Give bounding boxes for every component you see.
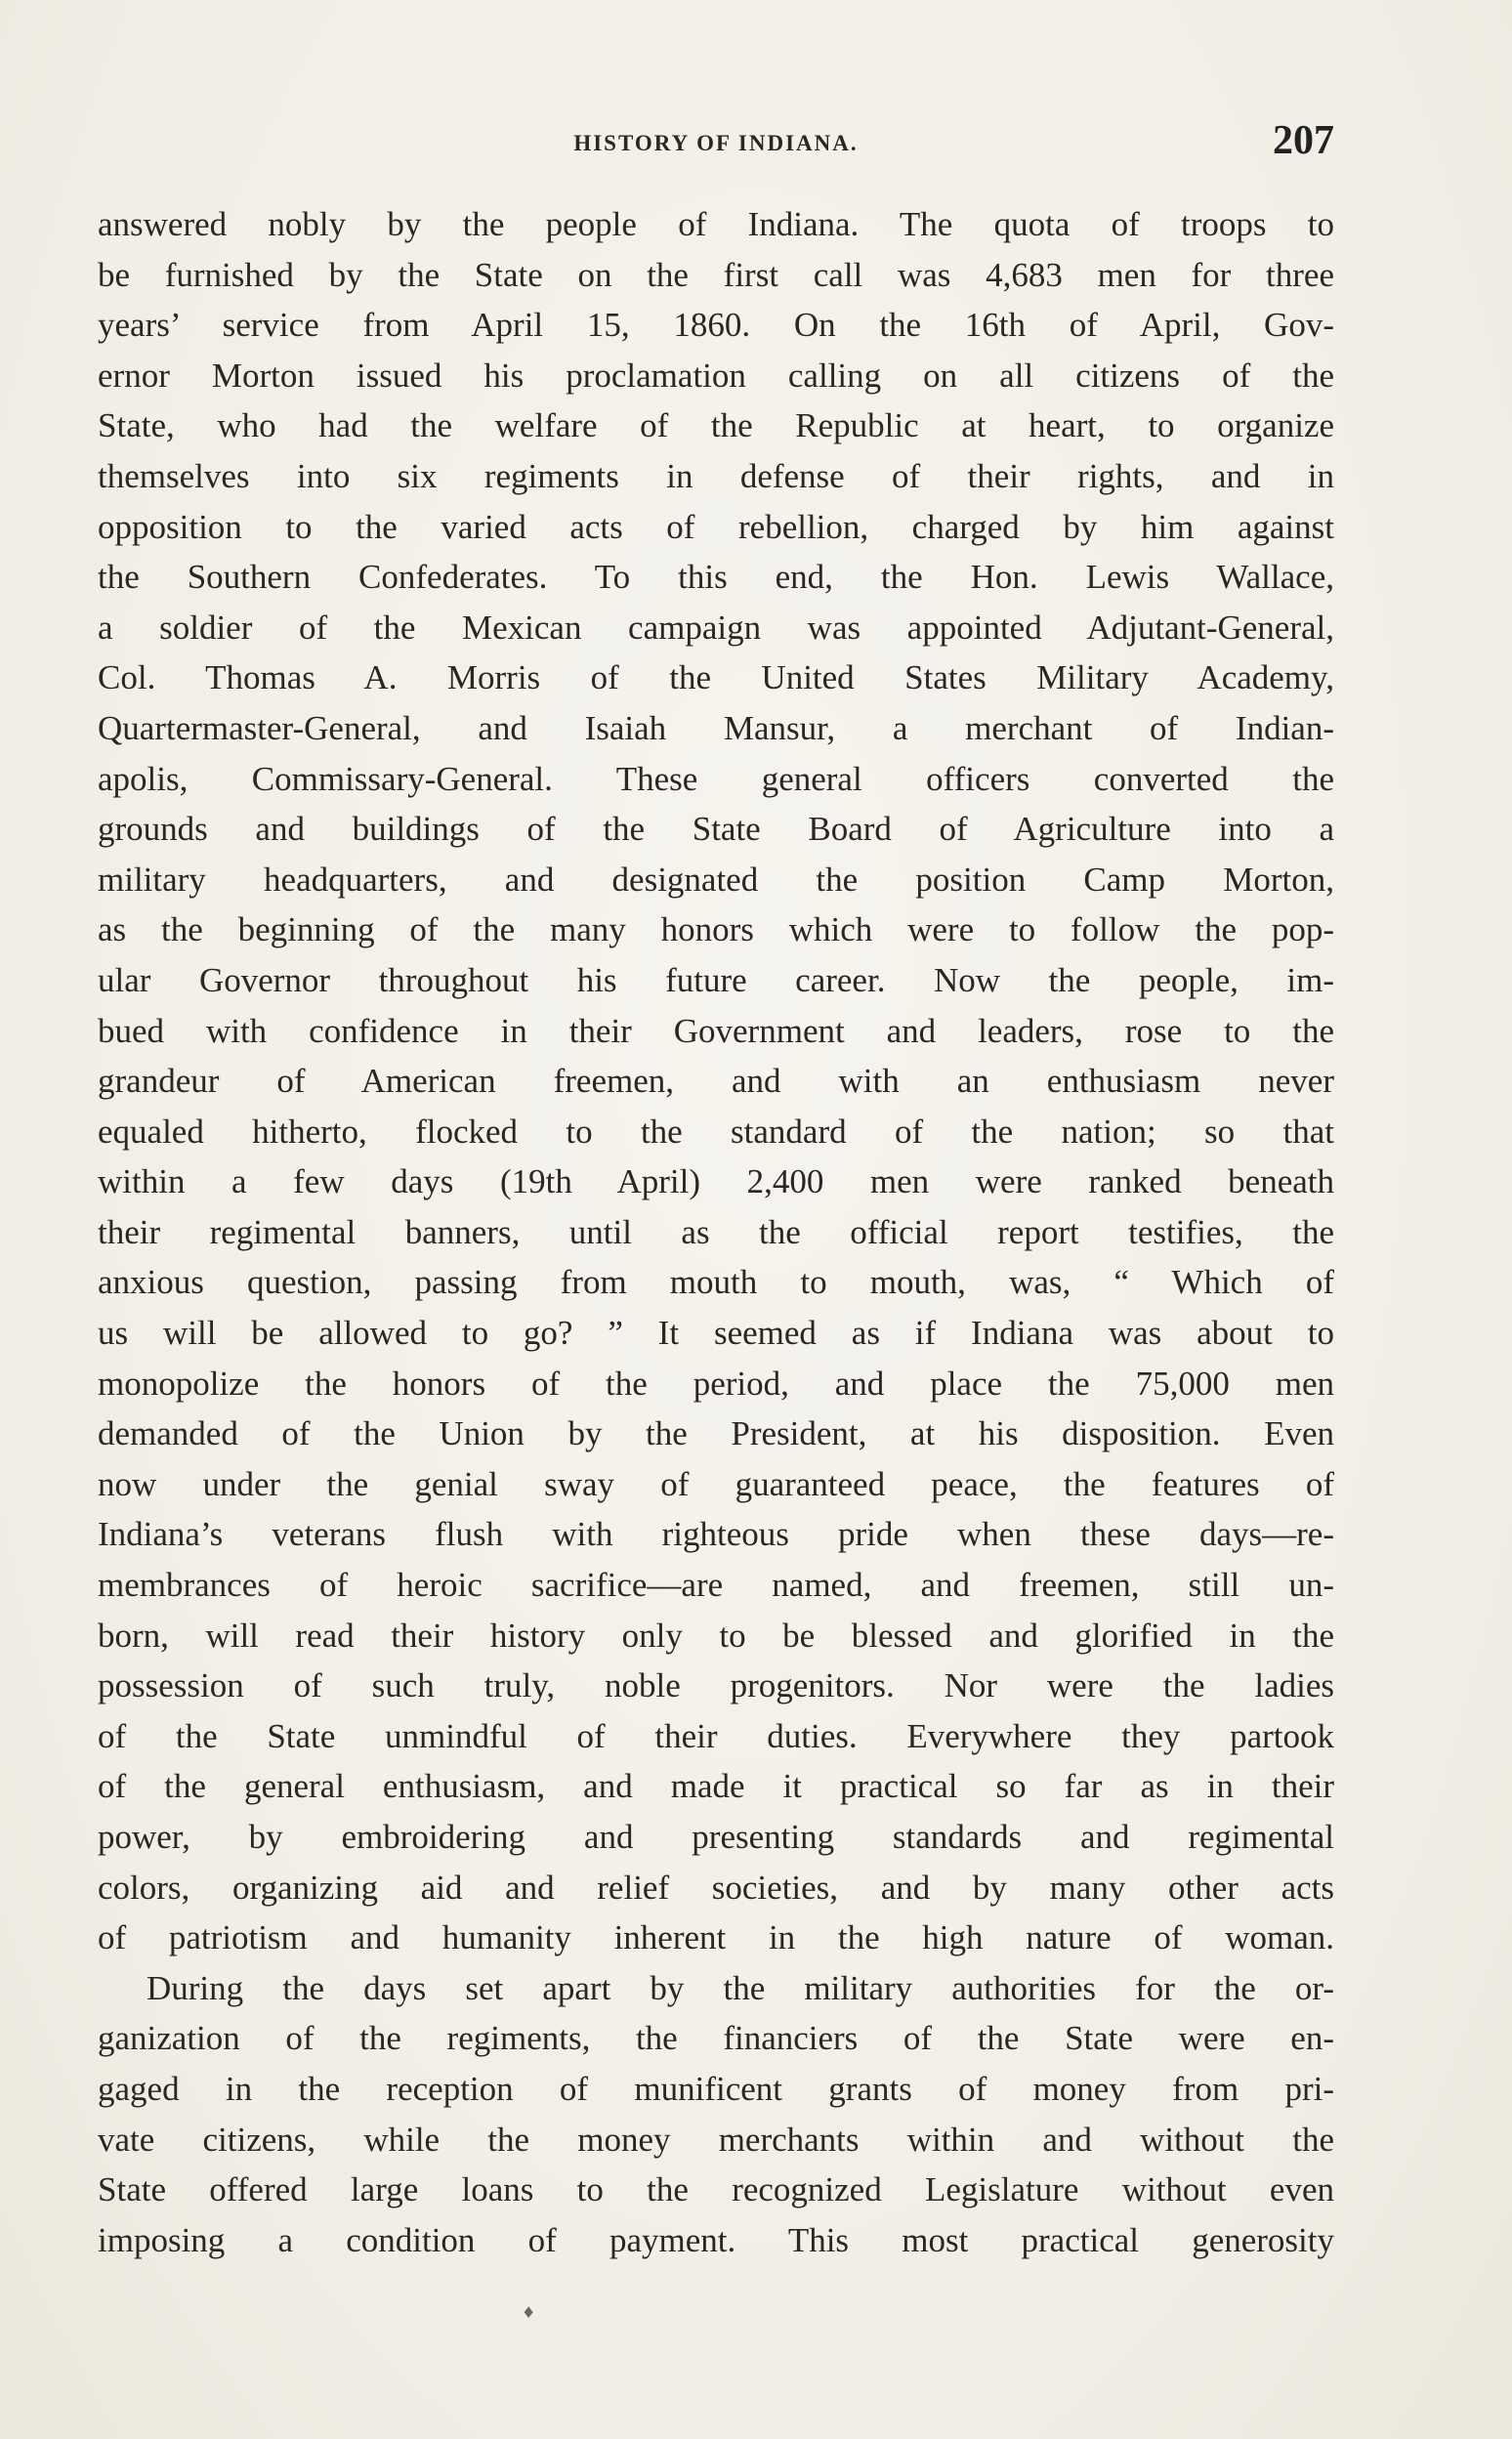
text-line: gaged in the reception of munificent grants of money from pri- — [98, 2069, 1334, 2108]
bottom-ornament-icon: ♦ — [522, 2303, 536, 2322]
text-line: a soldier of the Mexican campaign was appointed Adjutant-General, — [98, 608, 1334, 647]
text-line: answered nobly by the people of Indiana. The quota of troops to — [98, 205, 1334, 243]
text-line: equaled hitherto, flocked to the standard of the nation; so that — [98, 1112, 1334, 1151]
text-line: Quartermaster-General, and Isaiah Mansur, a merchant of Indian- — [98, 708, 1334, 747]
text-line: grandeur of American freemen, and with an enthusiasm never — [98, 1062, 1334, 1101]
text-line: opposition to the varied acts of rebellion, charged by him against — [98, 507, 1334, 546]
text-line: born, will read their history only to be blessed and glorified in the — [98, 1616, 1334, 1655]
text-line: their regimental banners, until as the official report testifies, the — [98, 1212, 1334, 1251]
text-line: vate citizens, while the money merchants within and without the — [98, 2120, 1334, 2159]
text-line: monopolize the honors of the period, and place the 75,000 men — [98, 1364, 1334, 1403]
text-line: as the beginning of the many honors which were to follow the pop- — [98, 910, 1334, 949]
text-line: military headquarters, and designated the position Camp Morton, — [98, 860, 1334, 899]
running-head: HISTORY OF INDIANA. — [573, 131, 859, 155]
text-line: of the State unmindful of their duties. Everywhere they partook — [98, 1716, 1334, 1755]
text-line: Indiana’s veterans flush with righteous pride when these days—re- — [98, 1515, 1334, 1554]
text-line: membrances of heroic sacrifice—are named, and freemen, still un- — [98, 1566, 1334, 1605]
text-line: ganization of the regiments, the financiers of the State were en- — [98, 2019, 1334, 2058]
text-line: ernor Morton issued his proclamation calling on all citizens of the — [98, 356, 1334, 395]
text-line: ular Governor throughout his future career. Now the people, im- — [98, 960, 1334, 999]
text-line: apolis, Commissary-General. These general officers converted the — [98, 759, 1334, 798]
text-line: themselves into six regiments in defense of their rights, and in — [98, 456, 1334, 495]
text-line: the Southern Confederates. To this end, the Hon. Lewis Wallace, — [98, 558, 1334, 597]
text-line: now under the genial sway of guaranteed peace, the features of — [98, 1464, 1334, 1503]
text-line: imposing a condition of payment. This most practical generosity — [98, 2220, 1334, 2259]
text-line: within a few days (19th April) 2,400 men were ranked beneath — [98, 1162, 1334, 1201]
text-line: years’ service from April 15, 1860. On the 16th of April, Gov- — [98, 306, 1334, 345]
text-line: grounds and buildings of the State Board of Agriculture into a — [98, 810, 1334, 849]
text-line: be furnished by the State on the first call was 4,683 men for three — [98, 255, 1334, 294]
text-line: State, who had the welfare of the Republic at heart, to organize — [98, 406, 1334, 445]
text-line: us will be allowed to go? ” It seemed as if Indiana was about to — [98, 1314, 1334, 1353]
page-number: 207 — [1273, 118, 1334, 163]
text-line: bued with confidence in their Government and leaders, rose to the — [98, 1011, 1334, 1050]
text-line: Col. Thomas A. Morris of the United States Military Academy, — [98, 658, 1334, 697]
text-line: anxious question, passing from mouth to mouth, was, “ Which of — [98, 1263, 1334, 1302]
text-line: of the general enthusiasm, and made it practical so far as in their — [98, 1767, 1334, 1806]
body-text — [98, 199, 1334, 2265]
text-line: possession of such truly, noble progenitors. Nor were the ladies — [98, 1666, 1334, 1705]
paragraph-first-line: During the days set apart by the military authorities for the or- — [147, 1968, 1334, 2007]
text-line: power, by embroidering and presenting standards and regimental — [98, 1818, 1334, 1856]
text-line: of patriotism and humanity inherent in the high nature of woman. — [98, 1918, 1334, 1957]
text-line: colors, organizing aid and relief societies, and by many other acts — [98, 1868, 1334, 1907]
text-line: State offered large loans to the recognized Legislature without even — [98, 2170, 1334, 2209]
page-header — [98, 115, 1334, 174]
text-line: demanded of the Union by the President, at his disposition. Even — [98, 1414, 1334, 1453]
